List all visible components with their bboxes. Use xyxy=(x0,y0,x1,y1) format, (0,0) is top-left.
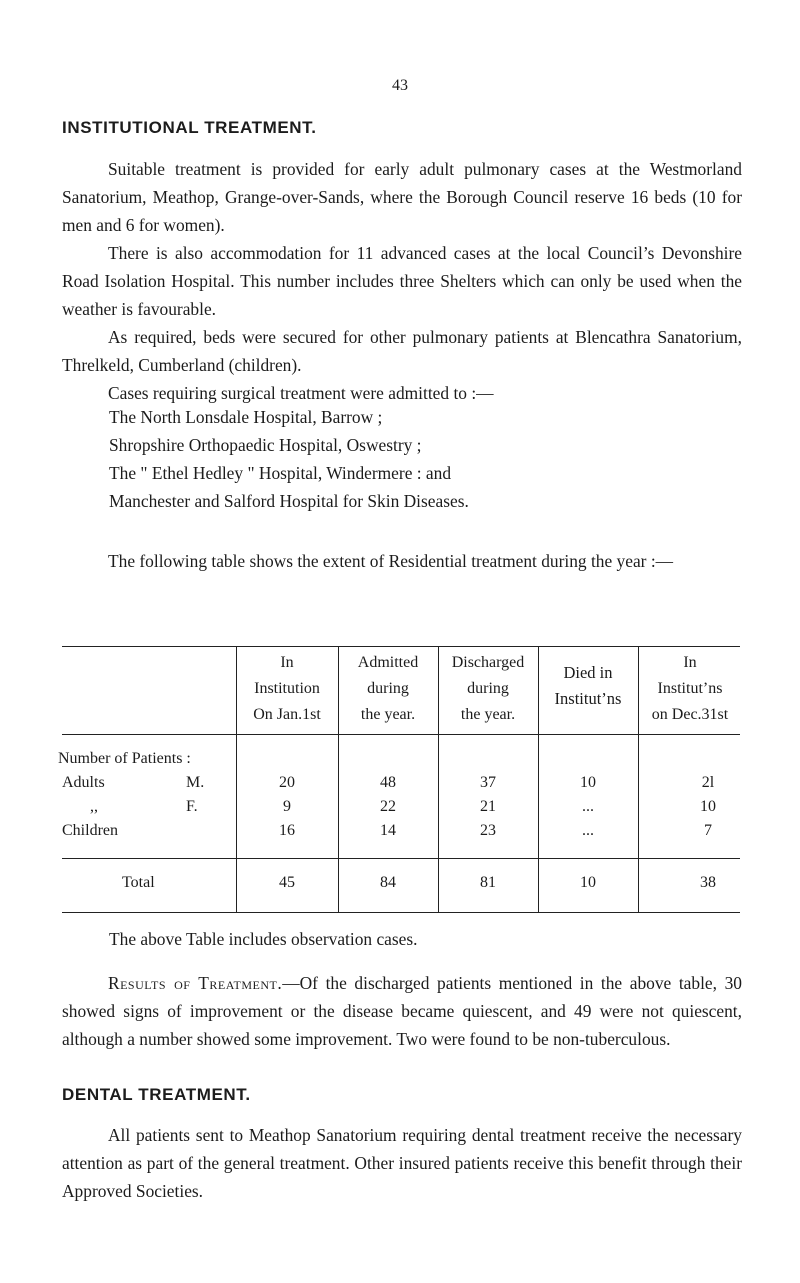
header-discharged: Discharged during the year. xyxy=(451,654,525,723)
row-label: Children xyxy=(62,822,118,839)
table-cell: 37 xyxy=(480,774,496,791)
paragraph-isolation-hospital: There is also accommodation for 11 advanced cases at the local Council’s Devonshire Road Isolation Hospital. This number includes three Shelters which can only be used when the weather is favourable. xyxy=(62,243,742,319)
paragraph-results xyxy=(62,969,742,1053)
hospital-item: Shropshire Orthopaedic Hospital, Oswestry ; xyxy=(109,435,422,455)
paragraph-sanatorium: Suitable treatment is provided for early adult pulmonary cases at the Westmorland Sanatorium, Meathop, Grange-over-Sands, where the Borough Council reserve 16 beds (10 for men and 6 for women). xyxy=(62,159,742,235)
page-number: 43 xyxy=(392,77,408,94)
header-admitted: Admitted during the year. xyxy=(357,654,419,723)
header-died: Died in Institut’ns xyxy=(554,663,622,708)
paragraph-blencathra: As required, beds were secured for other pulmonary patients at Blencathra Sanatorium, Threlkeld, Cumberland (children). xyxy=(62,327,742,375)
paragraph-dental: All patients sent to Meathop Sanatorium requiring dental treatment receive the necessary attention as part of the general treatment. Other insured patients receive this benefit through their Approved Societies. xyxy=(62,1125,742,1201)
row-sublabel: M. xyxy=(186,774,205,791)
total-label: Total xyxy=(122,874,155,891)
residential-treatment-table xyxy=(58,646,740,914)
table-cell: 20 xyxy=(279,774,295,791)
hospital-item: The " Ethel Hedley " Hospital, Windermere : and xyxy=(109,463,452,483)
hospital-item: The North Lonsdale Hospital, Barrow ; xyxy=(109,407,383,427)
total-cell: 84 xyxy=(380,874,396,891)
results-text: —Of the discharged patients mentioned in the above table, 30 showed signs of improvement or the disease became quiescent, and 49 were not quiescent, although a number showed some improvement. Two were found to be non-tuberculous. xyxy=(62,973,742,1049)
table-cell: 16 xyxy=(279,822,295,839)
dental-treatment-heading: DENTAL TREATMENT. xyxy=(62,1085,251,1104)
total-cell: 10 xyxy=(580,874,596,891)
table-cell: ... xyxy=(582,798,594,815)
table-cell: 22 xyxy=(380,798,396,815)
paragraph-table-intro: The following table shows the extent of Residential treatment during the year :— xyxy=(108,551,674,571)
results-title: Results of Treatment. xyxy=(108,973,283,993)
header-in-institution: In Institution On Jan.1st xyxy=(253,654,321,723)
table-cell: 2l xyxy=(701,774,715,791)
total-cell: 45 xyxy=(279,874,295,891)
institutional-treatment-heading: INSTITUTIONAL TREATMENT. xyxy=(62,118,317,137)
paragraph-surgical: Cases requiring surgical treatment were admitted to :— xyxy=(108,383,494,403)
row-label: ,, xyxy=(90,798,98,815)
table-cell: 7 xyxy=(704,822,712,839)
table-cell: ... xyxy=(582,822,594,839)
table-cell: 14 xyxy=(380,822,396,839)
table-cell: 10 xyxy=(580,774,596,791)
row-label: Adults xyxy=(62,774,105,791)
total-cell: 38 xyxy=(700,874,716,891)
table-cell: 21 xyxy=(480,798,496,815)
row-sublabel: F. xyxy=(186,798,198,815)
total-cell: 81 xyxy=(480,874,496,891)
hospital-item: Manchester and Salford Hospital for Skin Diseases. xyxy=(109,491,469,511)
table-cell: 9 xyxy=(283,798,291,815)
table-cell: 23 xyxy=(480,822,496,839)
header-in-institutions-dec: In Institut’ns on Dec.31st xyxy=(651,654,729,723)
table-cell: 48 xyxy=(380,774,396,791)
group-label: Number of Patients : xyxy=(58,750,191,767)
table-note: The above Table includes observation cases. xyxy=(109,929,418,949)
table-cell: 10 xyxy=(700,798,716,815)
